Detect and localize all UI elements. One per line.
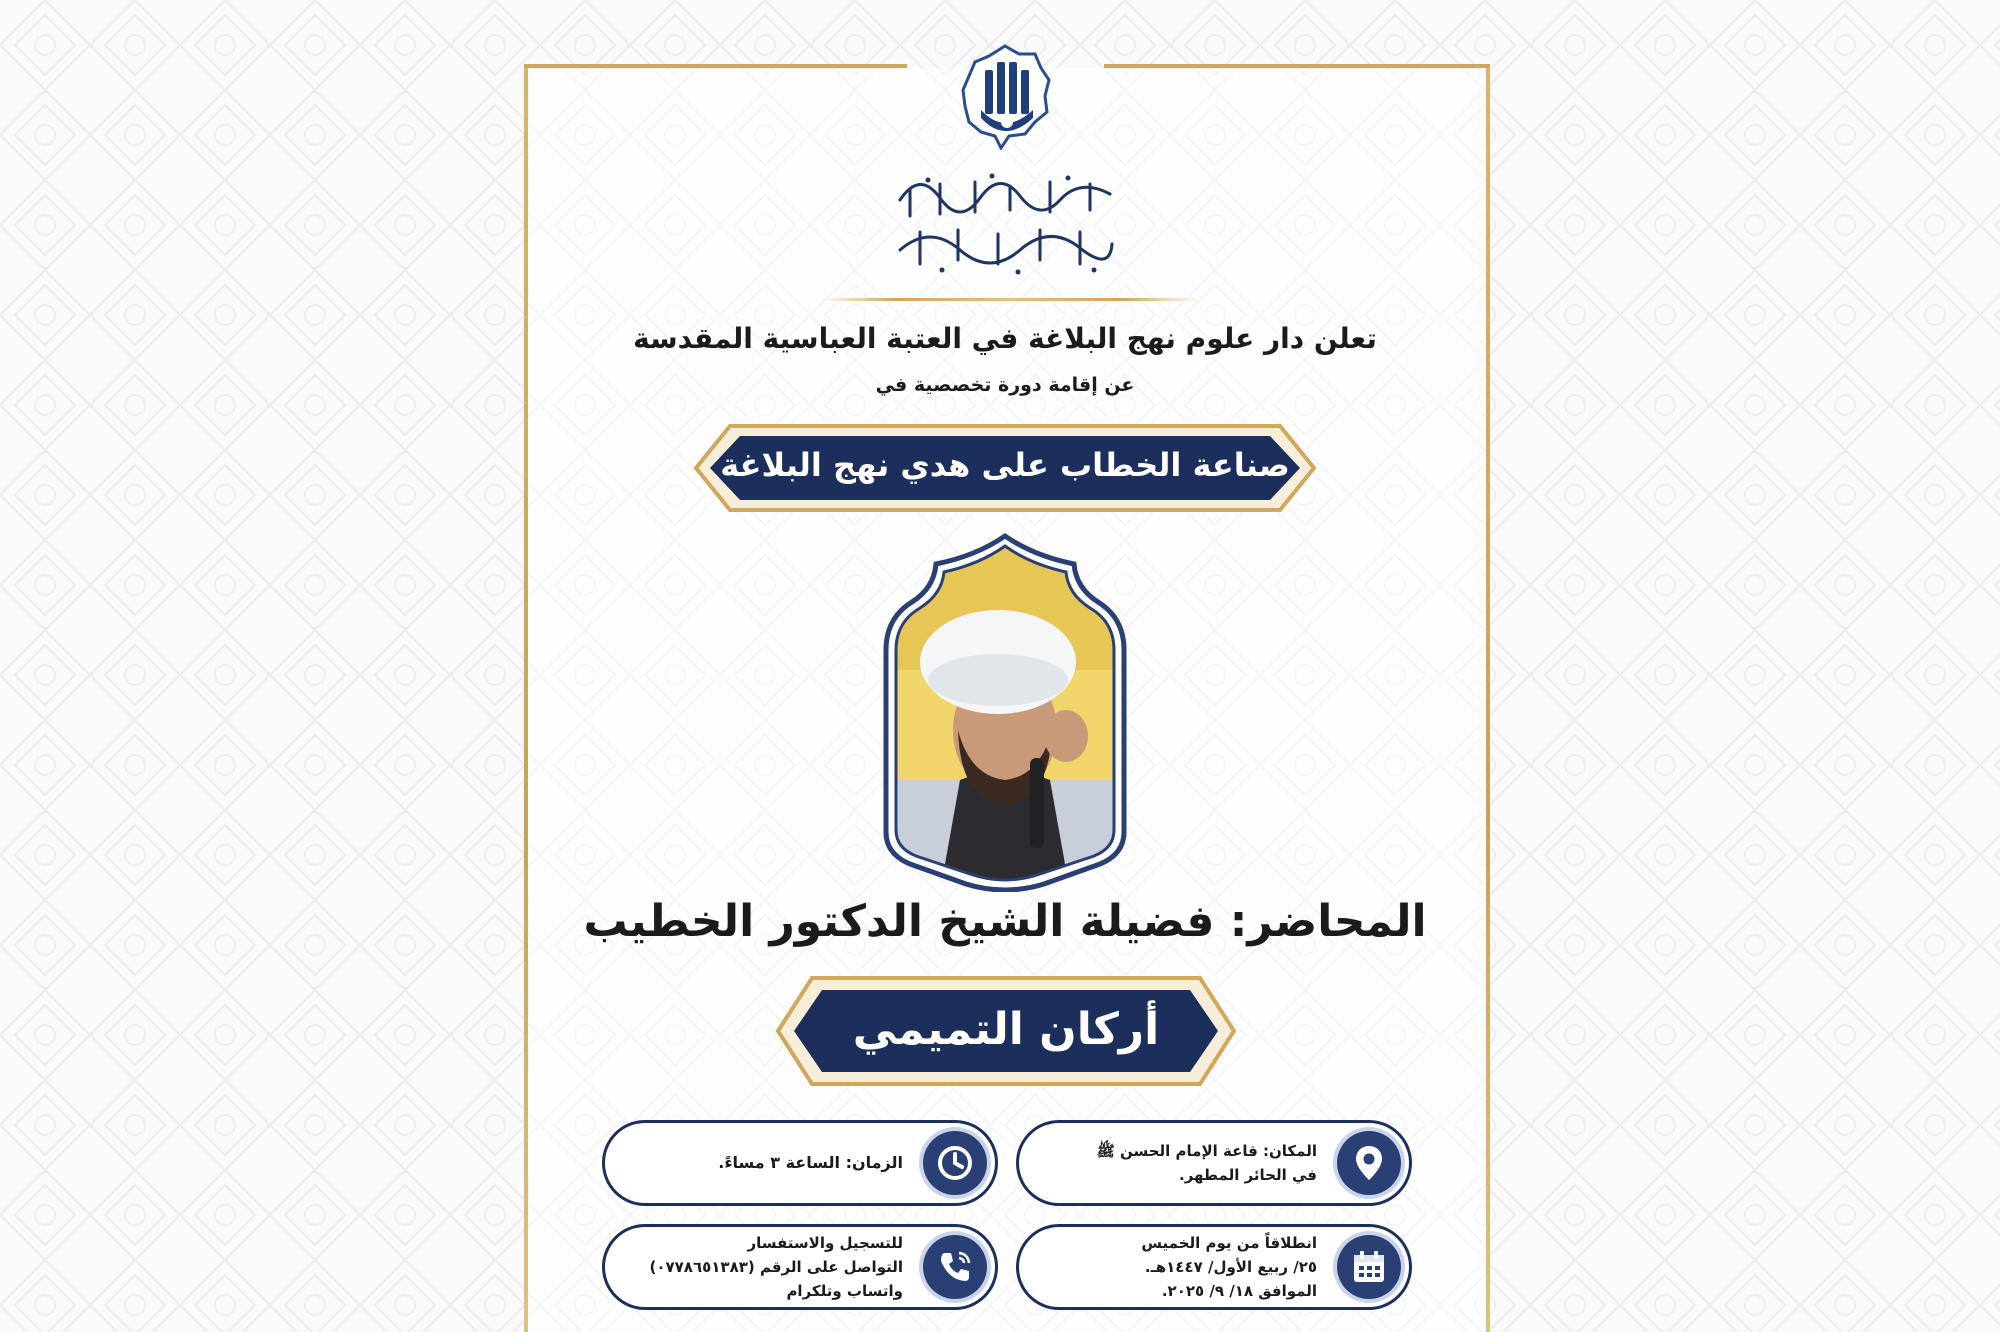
logo-emblem-icon	[955, 40, 1055, 150]
gold-frame-left	[524, 64, 528, 1332]
clock-icon	[923, 1131, 987, 1195]
course-title: صناعة الخطاب على هدي نهج البلاغة	[720, 446, 1290, 484]
gold-frame-top-left	[524, 64, 907, 68]
gold-frame-top-right	[1104, 64, 1490, 68]
contact-line-2: التواصل على الرقم (٠٧٧٨٦٥١٣٨٣)	[649, 1258, 903, 1276]
location-line-1: المكان: قاعة الإمام الحسن ﷺ	[1096, 1142, 1317, 1160]
date-line-1: انطلاقاً من يوم الخميس	[1141, 1234, 1317, 1252]
phone-icon	[923, 1235, 987, 1299]
time-line-1: الزمان: الساعة ٣ مساءً.	[718, 1153, 903, 1172]
contact-line-1: للتسجيل والاستفسار	[747, 1234, 903, 1252]
date-line-2: ٢٥/ ربيع الأول/ ١٤٤٧هـ.	[1144, 1258, 1317, 1276]
lecturer-intro: المحاضر: فضيلة الشيخ الدكتور الخطيب	[583, 896, 1427, 947]
gold-frame-right	[1486, 64, 1490, 1332]
location-line-2: في الحائر المطهر.	[1179, 1166, 1317, 1184]
announcement-line-2: عن إقامة دورة تخصصية في	[875, 374, 1135, 396]
institution-calligraphy-logo	[880, 160, 1130, 280]
announcement-line-1: تعلن دار علوم نهج البلاغة في العتبة العباسية المقدسة	[633, 322, 1377, 355]
time-pill	[602, 1120, 998, 1206]
lecturer-photo	[880, 530, 1130, 892]
contact-line-3: واتساب وتلكرام	[786, 1282, 903, 1300]
date-pill	[1016, 1224, 1412, 1310]
contact-pill	[602, 1224, 998, 1310]
location-pill	[1016, 1120, 1412, 1206]
calendar-icon	[1337, 1235, 1401, 1299]
location-pin-icon	[1337, 1131, 1401, 1195]
lecturer-name: أركان التميمي	[852, 1004, 1160, 1055]
gold-divider	[820, 298, 1200, 301]
date-line-3: الموافق ١٨/ ٩/ ٢٠٢٥.	[1161, 1282, 1317, 1300]
